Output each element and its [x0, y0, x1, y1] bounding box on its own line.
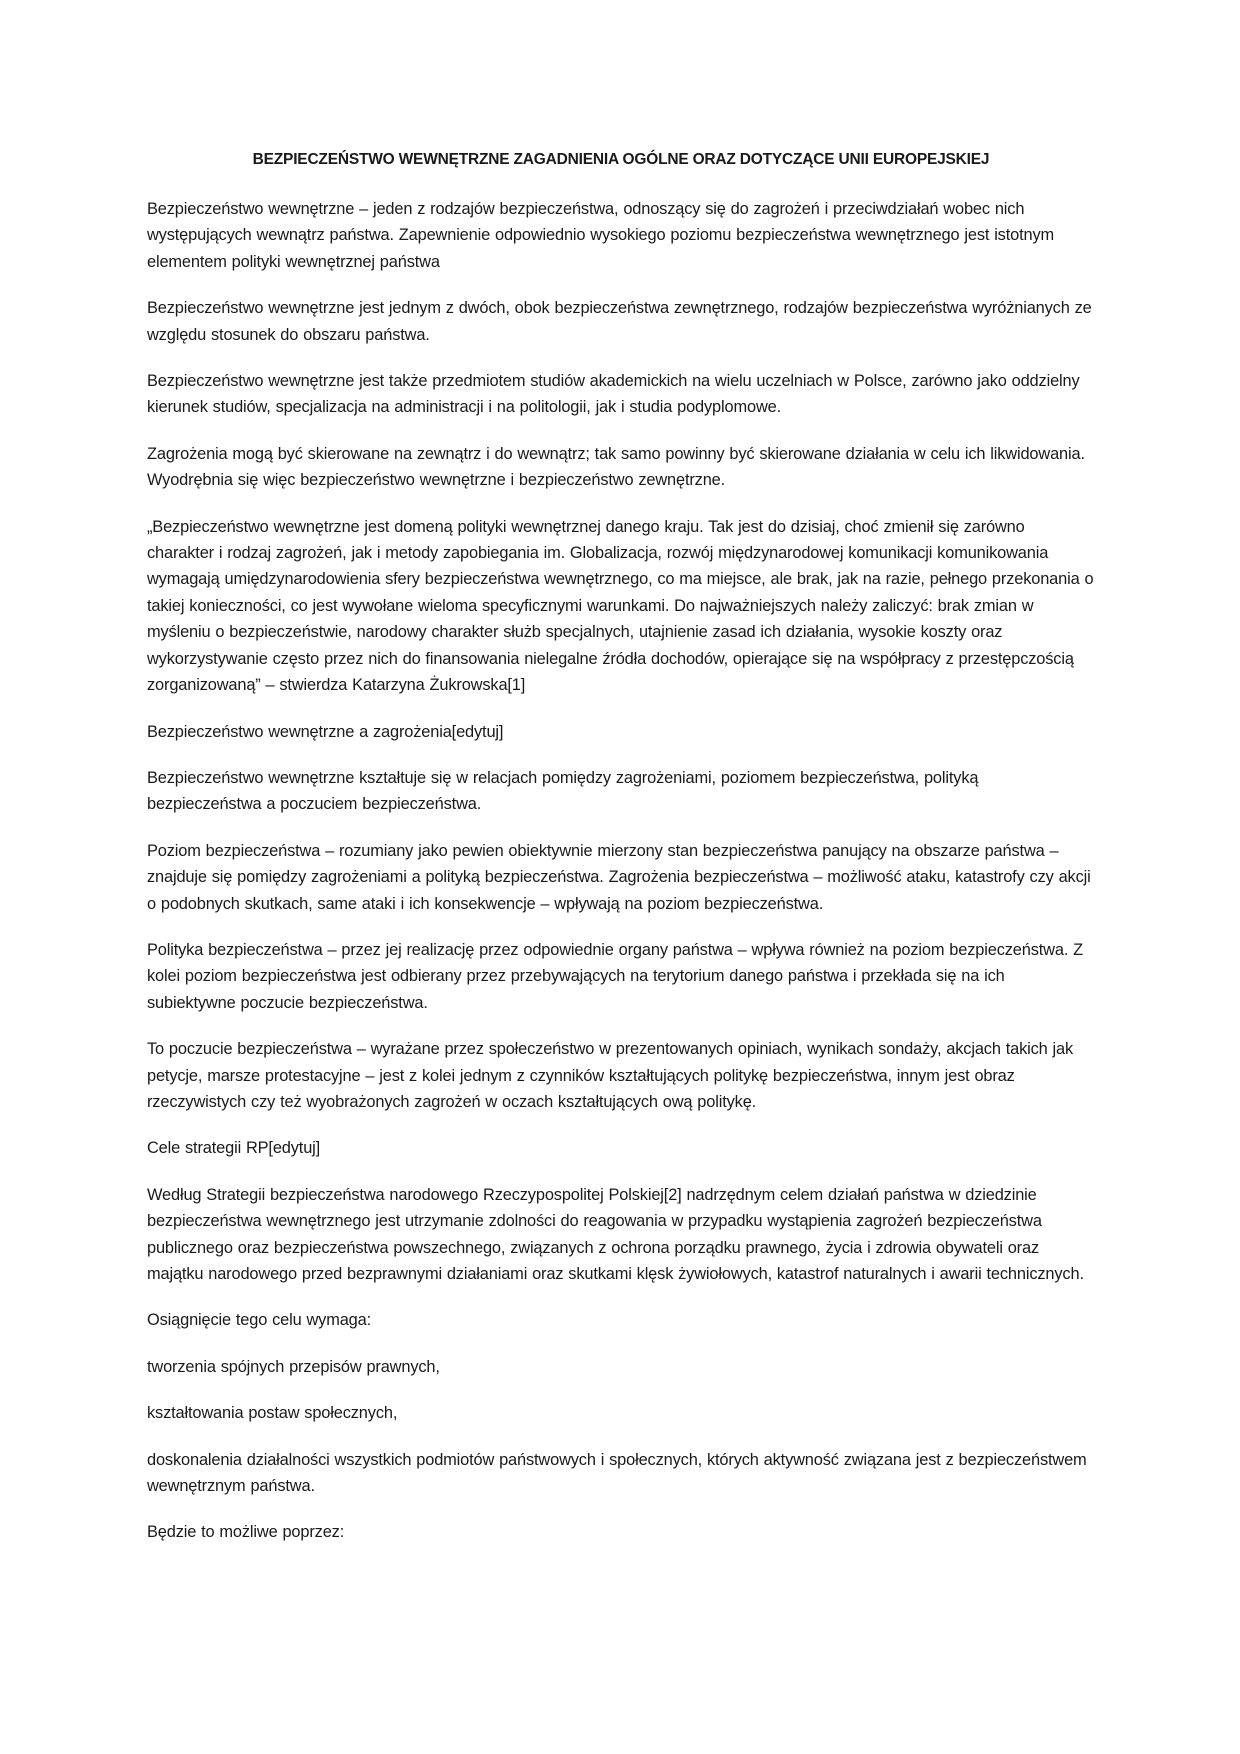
paragraph-relations: Bezpieczeństwo wewnętrzne kształtuje się w relacjach pomiędzy zagrożeniami, poziomem bezpieczeństwa, polityką bezpieczeństwa a poczuciem bezpieczeństwa. [147, 768, 979, 814]
paragraph-sense-of-security: To poczucie bezpieczeństwa – wyrażane przez społeczeństwo w prezentowanych opiniach, wynikach sondaży, akcjach takich jak petycje, marsze protestacyjne – jest z kolei jednym z czynników kształtujących politykę bezpieczeństwa, innym jest obraz rzeczywistych czy też wyobrażonych zagrożeń w oczach kształtujących ową politykę. [147, 1040, 1074, 1111]
section-heading-threats: Bezpieczeństwo wewnętrzne a zagrożenia[edytuj] [147, 722, 504, 741]
paragraph-requirements-intro: Osiągnięcie tego celu wymaga: [147, 1311, 372, 1330]
paragraph-studies: Bezpieczeństwo wewnętrzne jest także przedmiotem studiów akademickich na wielu uczelniach w Polsce, zarówno jako oddzielny kierunek studiów, specjalizacja na administracji i na politologii, jak i studia podyplomowe. [147, 372, 1080, 417]
paragraph-types: Bezpieczeństwo wewnętrzne jest jednym z dwóch, obok bezpieczeństwa zewnętrznego, rodzajów bezpieczeństwa wyróżnianych ze względu stosunek do obszaru państwa. [147, 299, 1092, 344]
section-heading-strategy: Cele strategii RP[edytuj] [147, 1139, 321, 1158]
paragraph-threats-direction: Zagrożenia mogą być skierowane na zewnątrz i do wewnątrz; tak samo powinny być skierowane działania w celu ich likwidowania. Wyodrębnia się więc bezpieczeństwo wewnętrzne i bezpieczeństwo zewnętrzne. [147, 444, 1085, 490]
document-body [147, 150, 1095, 1566]
document-title: BEZPIECZEŃSTWO WEWNĘTRZNE ZAGADNIENIA OGÓLNE ORAZ DOTYCZĄCE UNII EUROPEJSKIEJ [252, 151, 990, 168]
paragraph-means-intro: Będzie to możliwe poprzez: [147, 1523, 345, 1542]
paragraph-security-policy: Polityka bezpieczeństwa – przez jej realizację przez odpowiednie organy państwa – wpływa również na poziom bezpieczeństwa. Z kolei poziom bezpieczeństwa jest odbierany przez przebywających na terytorium danego państwa i przekłada się na ich subiektywne poczucie bezpieczeństwa. [147, 940, 1083, 1012]
paragraph-quote: „Bezpieczeństwo wewnętrzne jest domeną polityki wewnętrznej danego kraju. Tak jest do dzisiaj, choć zmienił się zarówno charakter i rodzaj zagrożeń, jak i metody zapobiegania im. Globalizacja, rozwój międzynarodowej komunikacji komunikowania wymagają umiędzynarodowienia sfery bezpieczeństwa wewnętrznego, co ma miejsce, ale brak, jak na razie, pełnego przekonania o takiej konieczności, co jest wywołane wieloma specyficznymi warunkami. Do najważniejszych należy zaliczyć: brak zmian w myśleniu o bezpieczeństwie, narodowy charakter służb specjalnych, utajnienie zasad ich działania, wysokie koszty oraz wykorzystywanie często przez nich do finansowania nielegalne źródła dochodów, opierające się na współpracy z przestępczością zorganizowaną” – stwierdza Katarzyna Żukrowska[1] [147, 517, 1094, 695]
list-item: kształtowania postaw społecznych, [147, 1404, 398, 1423]
paragraph-definition: Bezpieczeństwo wewnętrzne – jeden z rodzajów bezpieczeństwa, odnoszący się do zagrożeń i przeciwdziałań wobec nich występujących wewnątrz państwa. Zapewnienie odpowiednio wysokiego poziomu bezpieczeństwa wewnętrznego jest istotnym elementem polityki wewnętrznej państwa [147, 200, 1055, 271]
paragraph-security-level: Poziom bezpieczeństwa – rozumiany jako pewien obiektywnie mierzony stan bezpieczeństwa panujący na obszarze państwa – znajduje się pomiędzy zagrożeniami a polityką bezpieczeństwa. Zagrożenia bezpieczeństwa – możliwość ataku, katastrofy czy akcji o podobnych skutkach, same ataki i ich konsekwencje – wpływają na poziom bezpieczeństwa. [147, 841, 1091, 913]
list-item: doskonalenia działalności wszystkich podmiotów państwowych i społecznych, których aktywność związana jest z bezpieczeństwem wewnętrznym państwa. [147, 1450, 1087, 1496]
paragraph-strategy-goal: Według Strategii bezpieczeństwa narodowego Rzeczypospolitej Polskiej[2] nadrzędnym celem działań państwa w dziedzinie bezpieczeństwa wewnętrznego jest utrzymanie zdolności do reagowania w przypadku wystąpienia zagrożeń bezpieczeństwa publicznego oraz bezpieczeństwa powszechnego, związanych z ochrona porządku prawnego, życia i zdrowia obywateli oraz majątku narodowego przed bezprawnymi działaniami oraz skutkami klęsk żywiołowych, katastrof naturalnych i awarii technicznych. [147, 1185, 1084, 1283]
list-item: tworzenia spójnych przepisów prawnych, [147, 1357, 440, 1376]
